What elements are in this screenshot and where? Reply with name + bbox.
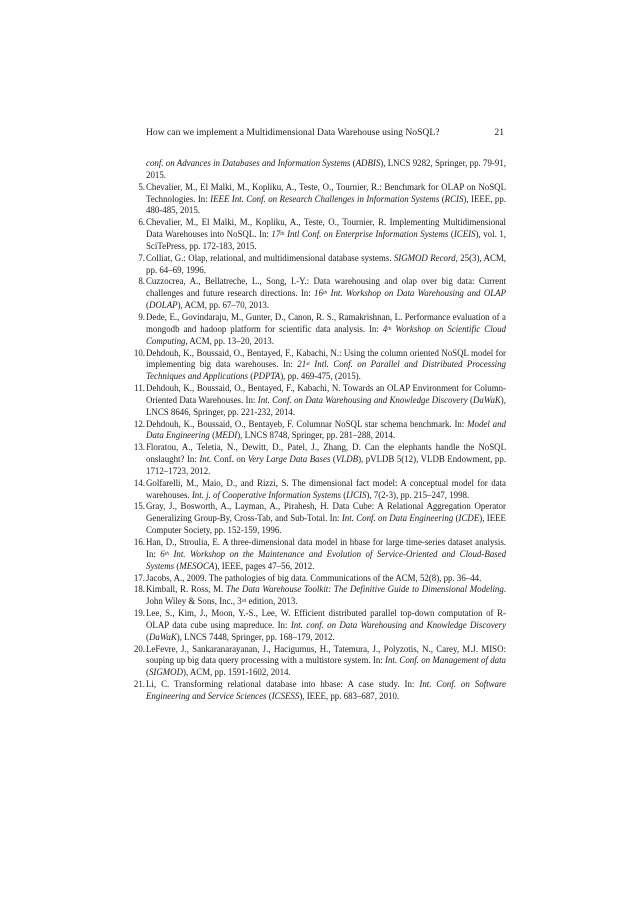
reference-text: Dehdouh, K., Boussaid, O., Bentayed, F., Kabachi, N.: Using the column oriented NoSQL model for implementing big data warehouses. In: 21st Intl. Conf. on Parallel and Distributed Processing Techniques and Applications (PDPTA), pp. 469-475, (2015).: [146, 347, 506, 382]
reference-number: 19.: [133, 608, 145, 619]
reference-number: 6.: [138, 217, 145, 228]
reference-text: Cuzzocrea, A., Bellatreche, L., Song, I.-Y.: Data warehousing and olap over big data: Current challenges and future research directions. In: 16th Int. Workshop on Data Warehousing and OLAP (DOLAP), ACM, pp. 67–70, 2013.: [146, 276, 507, 311]
reference-item: [121, 253, 506, 277]
reference-item: [121, 644, 506, 680]
reference-item: [121, 679, 506, 703]
reference-number: 5.: [138, 181, 145, 192]
reference-list: [121, 158, 506, 703]
reference-item: [121, 217, 506, 253]
reference-text: Dede, E., Govindaraju, M., Gunter, D., Canon, R. S., Ramakrishnan, L. Performance evaluation of a mongodb and hadoop platform for scientific data analysis. In: 4th Workshop on Scientific Cloud Computing, ACM, pp. 13–20, 2013.: [146, 311, 506, 346]
reference-item: [121, 573, 506, 585]
reference-text: Floratou, A., Teletia, N., Dewitt, D., Patel, J., Zhang, D. Can the elephants handle the NoSQL onslaught? In: Int. Conf. on Very Large Data Bases (VLDB), pVLDB 5(12), VLDB Endowment, pp. 1712–1723, 2012.: [146, 442, 507, 476]
reference-text: Colliat, G.: Olap, relational, and multidimensional database systems. SIGMOD Record, 25(3), ACM, pp. 64–69, 1996.: [146, 252, 507, 275]
reference-text: conf. on Advances in Databases and Information Systems (ADBIS), LNCS 9282, Springer, pp. 79-91, 2015.: [146, 158, 506, 180]
reference-item: [121, 537, 506, 573]
reference-text: Dehdouh, K., Boussaid, O., Bentayed, F., Kabachi, N. Towards an OLAP Environment for Column-Oriented Data Warehouses. In: Int. Conf. on Data Warehousing and Knowledge Discovery (DaWaK), LNCS 8646, Springer, pp. 221-232, 2014.: [146, 383, 506, 417]
reference-text: Chevalier, M., El Malki, M., Kopliku, A., Teste, O., Tournier, R.: Benchmark for OLAP on NoSQL Technologies. In: IEEE Int. Conf. on Research Challenges in Information Systems (RCIS), IEEE, pp. 480-485, 2015.: [146, 181, 506, 216]
reference-item: [121, 501, 506, 537]
reference-item: [121, 276, 506, 312]
reference-number: 14.: [133, 477, 145, 488]
reference-text: Dehdouh, K., Boussaid, O., Bentayeb, F. Columnar NoSQL star schema benchmark. In: Model and Data Engineering (MEDI), LNCS 8748, Springer, pp. 281–288, 2014.: [146, 418, 506, 441]
reference-number: 13.: [133, 442, 145, 453]
reference-number: 7.: [138, 252, 145, 263]
reference-text: Jacobs, A., 2009. The pathologies of big data. Communications of the ACM, 52(8), pp. 36–44.: [146, 572, 482, 583]
reference-item: [121, 608, 506, 644]
reference-text: Golfarelli, M., Maio, D., and Rizzi, S. The dimensional fact model: A conceptual model for data warehouses. Int. j. of Cooperative Information Systems (IJCIS), 7(2-3), pp. 215–247, 1998.: [146, 477, 506, 500]
reference-number: 18.: [133, 584, 145, 595]
reference-number: 12.: [133, 418, 145, 429]
reference-text: Lee, S., Kim, J., Moon, Y.-S., Lee, W. Efficient distributed parallel top-down computation of R-OLAP data cube using mapreduce. In: Int. conf. on Data Warehousing and Knowledge Discovery (DaWaK), LNCS 7448, Springer, pp. 168–179, 2012.: [146, 608, 507, 642]
reference-number: 11.: [134, 383, 145, 394]
reference-text: Han, D., Stroulia, E. A three-dimensional data model in hbase for large time-series dataset analysis. In: 6th Int. Workshop on the Maintenance and Evolution of Service-Oriented and Cloud-Based Systems (MESOCA), IEEE, pages 47–56, 2012.: [146, 537, 507, 571]
reference-item: [121, 348, 506, 384]
reference-item: [121, 419, 506, 443]
reference-number: 15.: [133, 501, 145, 512]
reference-text: Kimball, R. Ross, M. The Data Warehouse Toolkit: The Definitive Guide to Dimensional Modeling. John Wiley & Sons, Inc., 3rd edition, 2013.: [146, 584, 507, 607]
reference-item: [121, 442, 506, 478]
page-number: 21: [494, 127, 504, 138]
reference-item: [121, 584, 506, 608]
reference-item: [121, 312, 506, 348]
reference-item: [121, 182, 506, 218]
reference-number: 10.: [133, 347, 145, 358]
reference-text: Chevalier, M., El Malki, M., Kopliku, A., Teste, O., Tournier, R. Implementing Multidimensional Data Warehouses into NoSQL. In: 17th Intl Conf. on Enterprise Information Systems (ICEIS), vol. 1, SciTePress, pp. 172-183, 2015.: [146, 217, 506, 251]
reference-number: 17.: [133, 572, 145, 583]
reference-number: 16.: [133, 537, 145, 547]
reference-number: 8.: [138, 276, 145, 287]
reference-item: [121, 478, 506, 502]
reference-item: [121, 383, 506, 419]
reference-number: 20.: [133, 643, 145, 654]
reference-text: LeFevre, J., Sankaranarayanan, J., Hacigumus, H., Tatemura, J., Polyzotis, N., Carey, M.J. MISO: souping up big data query processing with a multistore system. In: Int. Conf. on Management of data (SIGMOD), ACM, pp. 1591-1602, 2014.: [146, 643, 506, 678]
running-header-title: How can we implement a Multidimensional Data Warehouse using NoSQL?: [146, 127, 440, 138]
reference-text: Li, C. Transforming relational database into hbase: A case study. In: Int. Conf. on Software Engineering and Service Sciences (ICSESS), IEEE, pp. 683–687, 2010.: [146, 679, 506, 701]
reference-item: [121, 158, 506, 182]
reference-text: Gray, J., Bosworth, A., Layman, A., Pirahesh, H. Data Cube: A Relational Aggregation Operator Generalizing Group-By, Cross-Tab, and Sub-Total. In: Int. Conf. on Data Engineering (ICDE), IEEE Computer Society, pp. 152-159, 1996.: [146, 501, 506, 536]
reference-number: 21.: [133, 679, 145, 690]
reference-number: 9.: [138, 311, 145, 322]
